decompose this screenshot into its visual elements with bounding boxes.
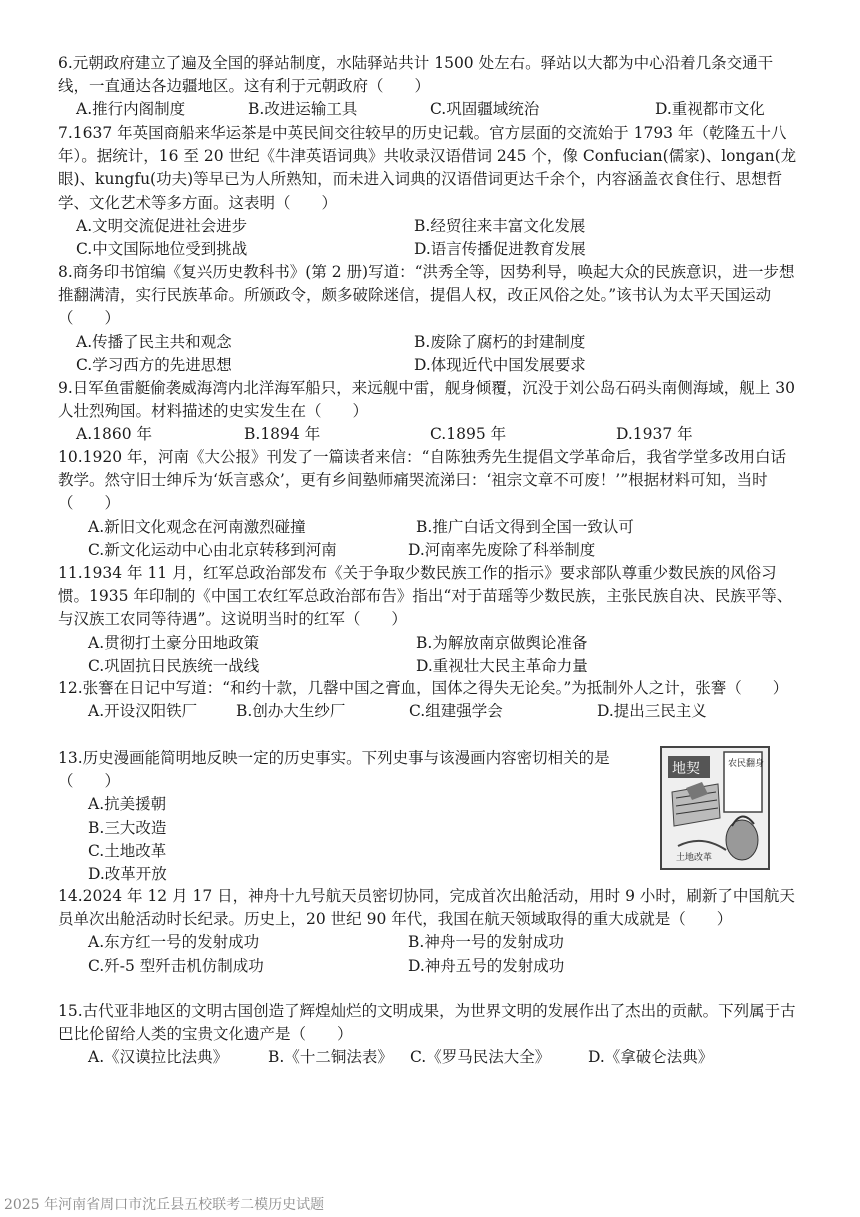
history-cartoon-image: [660, 746, 770, 870]
question-stem: 6.元朝政府建立了遍及全国的驿站制度，水陆驿站共计 1500 处左右。驿站以大都为中心沿着几条交通干线，一直通达各边疆地区。这有利于元朝政府（ ）: [58, 54, 774, 96]
cartoon-caption-left: 土地改革: [676, 853, 713, 863]
option-b[interactable]: B.废除了腐朽的封建制度: [414, 332, 586, 351]
options: [88, 632, 800, 678]
cartoon-caption-top: 农民翻身: [728, 759, 765, 769]
option-b[interactable]: B.改进运输工具: [248, 100, 358, 119]
question-9: [58, 377, 800, 447]
document-footer: 2025 年河南省周口市沈丘县五校联考二模历史试题: [4, 1197, 325, 1213]
option-c[interactable]: C.组建强学会: [409, 702, 503, 721]
question-stem: 7.1637 年英国商船来华运茶是中英民间交往较早的历史记载。官方层面的交流始于 1793 年（乾隆五十八年）。据统计，16 至 20 世纪《牛津英语词典》共收录汉语借词 245 个，像 Confucian(儒家)、longan(龙眼)、kungfu(功夫)等早已为人所熟知，而未进入词典的汉语借词更达千余个，内容涵盖衣食住行、思想哲学、文化艺术等多方面。这表明（ ）: [58, 124, 797, 212]
option-d[interactable]: D.神舟五号的发射成功: [408, 956, 565, 975]
option-c[interactable]: C.1895 年: [430, 425, 507, 444]
question-stem: 8.商务印书馆编《复兴历史教科书》(第 2 册)写道：“洪秀全等，因势利导，唤起大众的民族意识，进一步想推翻满清，实行民族革命。所颁政令，颇多破除迷信，提倡人权，改正风俗之处。”该书认为太平天国运动（ ）: [58, 263, 795, 328]
options: [76, 331, 800, 377]
question-stem: 11.1934 年 11 月，红军总政治部发布《关于争取少数民族工作的指示》要求部队尊重少数民族的风俗习惯。1935 年印制的《中国工农红军总政治部布告》指出“对于苗瑶等少数民族，主张民族自决、民族平等、与汉族工农同等待遇”。这说明当时的红军（ ）: [58, 564, 793, 629]
question-13: [58, 747, 638, 886]
option-b[interactable]: B.经贸往来丰富文化发展: [414, 216, 586, 235]
question-7: [58, 122, 800, 261]
question-stem: 12.张謇在日记中写道：“和约十款，几罄中国之膏血，国体之得失无论矣。”为抵制外人之计，张謇（ ）: [58, 679, 789, 697]
option-a[interactable]: A.开设汉阳铁厂: [88, 702, 198, 721]
option-c[interactable]: C.新文化运动中心由北京转移到河南: [88, 540, 337, 559]
option-b[interactable]: B.推广白话文得到全国一致认可: [416, 517, 634, 536]
option-d[interactable]: D.《拿破仑法典》: [588, 1048, 714, 1067]
option-c[interactable]: C.中文国际地位受到挑战: [76, 240, 248, 259]
option-c[interactable]: C.歼-5 型歼击机仿制成功: [88, 956, 264, 975]
question-stem: 9.日军鱼雷艇偷袭威海湾内北洋海军船只，来远舰中雷，舰身倾覆，沉没于刘公岛石码头南侧海域，舰上 30 人壮烈殉国。材料描述的史实发生在（ ）: [58, 379, 795, 421]
option-d[interactable]: D.提出三民主义: [597, 702, 707, 721]
option-a[interactable]: A.传播了民主共和观念: [76, 332, 232, 351]
question-14: [58, 885, 800, 978]
option-a[interactable]: A.1860 年: [76, 425, 152, 444]
question-stem: 13.历史漫画能简明地反映一定的历史事实。下列史事与该漫画内容密切相关的是（ ）: [58, 749, 610, 791]
option-b[interactable]: B.为解放南京做舆论准备: [416, 633, 588, 652]
options: [76, 215, 800, 261]
svg-text:地契: 地契: [672, 761, 700, 777]
options: [76, 98, 800, 121]
options: [88, 516, 800, 562]
option-a[interactable]: A.抗美援朝: [88, 795, 167, 814]
option-c[interactable]: C.巩固疆域统治: [430, 100, 540, 119]
option-a[interactable]: A.贯彻打土豪分田地政策: [88, 633, 260, 652]
options: [88, 1046, 800, 1069]
options: [88, 931, 800, 977]
question-stem: 15.古代亚非地区的文明古国创造了辉煌灿烂的文明成果，为世界文明的发展作出了杰出的贡献。下列属于古巴比伦留给人类的宝贵文化遗产是（ ）: [58, 1002, 796, 1044]
option-d[interactable]: D.河南率先废除了科举制度: [408, 540, 596, 559]
option-d[interactable]: D.体现近代中国发展要求: [414, 355, 586, 374]
question-stem: 10.1920 年，河南《大公报》刊发了一篇读者来信：“自陈独秀先生提倡文学革命后，我省学堂多改用白话教学。然守旧士绅斥为‘妖言惑众’，更有乡间塾师痛哭流涕曰：‘祖宗文章不可废！’”根据材料可知，当时（ ）: [58, 448, 786, 513]
question-11: [58, 562, 800, 678]
question-12: [58, 677, 800, 723]
options: [88, 793, 638, 886]
option-d[interactable]: D.1937 年: [616, 425, 693, 444]
question-6: [58, 52, 800, 122]
option-a[interactable]: A.文明交流促进社会进步: [76, 216, 248, 235]
option-c[interactable]: C.巩固抗日民族统一战线: [88, 656, 260, 675]
option-d[interactable]: D.重视壮大民主革命力量: [416, 656, 588, 675]
option-d[interactable]: D.重视都市文化: [655, 100, 765, 119]
options: [88, 700, 800, 723]
option-c[interactable]: C.学习西方的先进思想: [76, 355, 232, 374]
option-a[interactable]: A.《汉谟拉比法典》: [88, 1048, 229, 1067]
options: [76, 423, 800, 446]
option-d[interactable]: D.语言传播促进教育发展: [414, 240, 586, 259]
option-c[interactable]: C.《罗马民法大全》: [410, 1048, 551, 1067]
option-b[interactable]: B.神舟一号的发射成功: [408, 933, 564, 952]
question-10: [58, 446, 800, 562]
option-d[interactable]: D.改革开放: [88, 865, 167, 884]
option-a[interactable]: A.东方红一号的发射成功: [88, 933, 260, 952]
option-b[interactable]: B.三大改造: [88, 818, 167, 837]
question-15: [58, 1000, 800, 1070]
option-b[interactable]: B.1894 年: [244, 425, 321, 444]
cartoon-drawing: [662, 748, 768, 868]
option-a[interactable]: A.新旧文化观念在河南激烈碰撞: [88, 517, 306, 536]
question-stem: 14.2024 年 12 月 17 日，神舟十九号航天员密切协同，完成首次出舱活动，用时 9 小时，刷新了中国航天员单次出舱活动时长纪录。历史上，20 世纪 90 年代，我国在航天领域取得的重大成就是（ ）: [58, 887, 795, 929]
option-c[interactable]: C.土地改革: [88, 841, 167, 860]
option-a[interactable]: A.推行内阁制度: [76, 100, 186, 119]
option-b[interactable]: B.创办大生纱厂: [236, 702, 346, 721]
question-8: [58, 261, 800, 377]
option-b[interactable]: B.《十二铜法表》: [268, 1048, 393, 1067]
